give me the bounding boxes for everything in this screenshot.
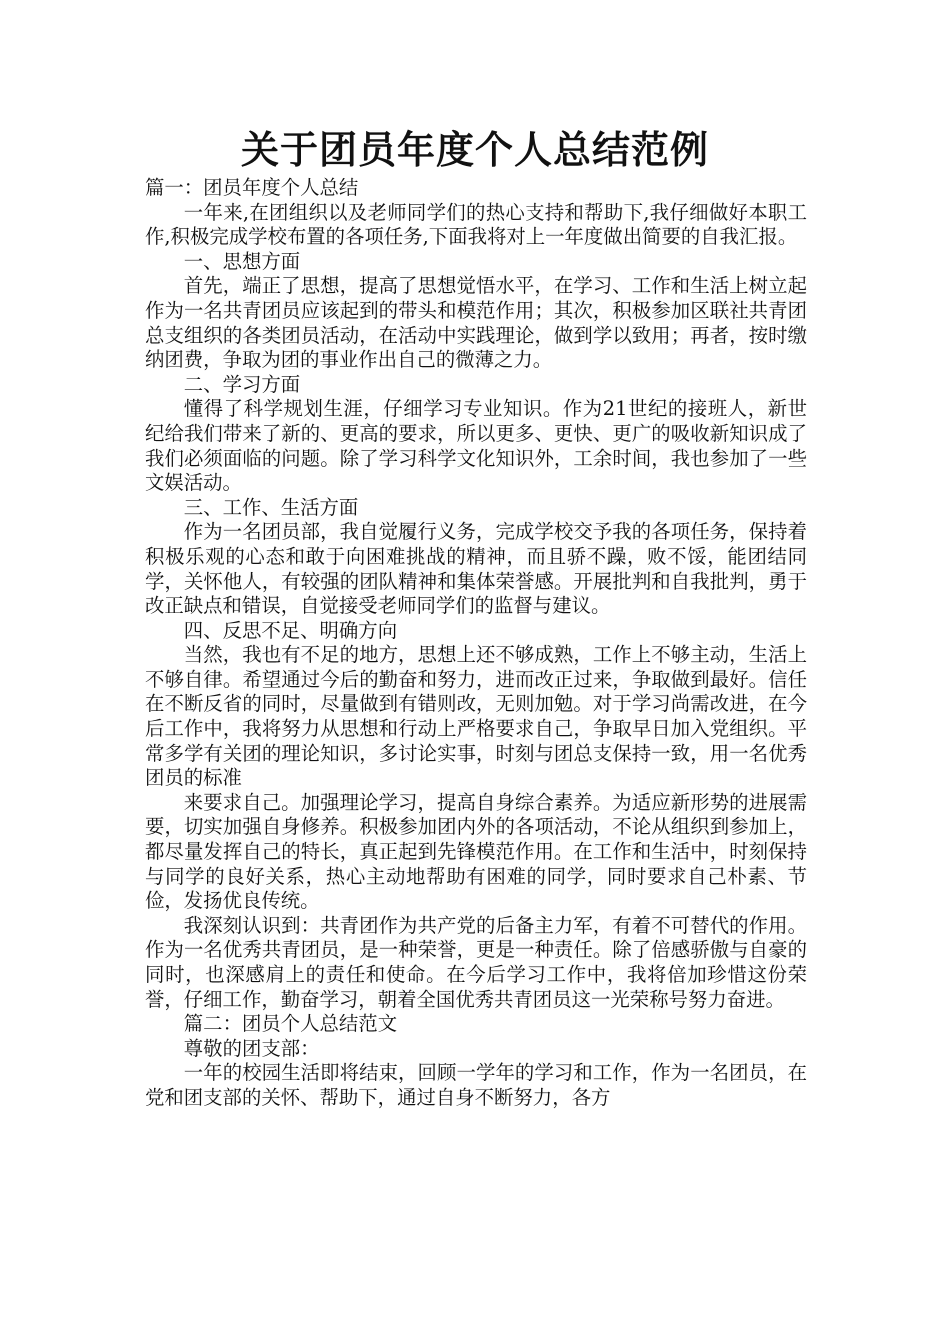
section-heading-work-life: 三、工作、生活方面 [183,495,359,519]
document-body [145,176,807,1111]
paragraph-work-life: 作为一名团员部，我自觉履行义务，完成学校交予我的各项任务，保持着积极乐观的心态和敢于向困难挑战的精神，而且骄不躁，败不馁，能团结同学，关怀他人，有较强的团队精神和集体荣誉感。开展批判和自我批判，勇于改正缺点和错误，自觉接受老师同学们的监督与建议。 [145,520,807,618]
paragraph-self-requirement: 来要求自己。加强理论学习，提高自身综合素养。为适应新形势的进展需要，切实加强自身修养。积极参加团内外的各项活动，不论从组织到参加上，都尽量发挥自己的特长，真正起到先锋模范作用。在工作和生活中，时刻保持与同学的良好关系，热心主动地帮助有困难的同学，同时要求自己朴素、节俭，发扬优良传统。 [145,790,807,913]
paragraph-study: 懂得了科学规划生涯，仔细学习专业知识。作为21世纪的接班人，新世纪给我们带来了新的、更高的要求，所以更多、更快、更广的吸收新知识成了我们必须面临的问题。除了学习科学文化知识外，工余时间，我也参加了一些文娱活动。 [145,397,807,495]
paragraph-part-two-intro: 一年的校园生活即将结束，回顾一学年的学习和工作，作为一名团员，在党和团支部的关怀、帮助下，通过自身不断努力，各方 [145,1061,807,1109]
section-heading-part-one: 篇一：团员年度个人总结 [145,176,359,199]
section-heading-part-two: 篇二：团员个人总结范文 [183,1012,398,1036]
paragraph-awareness: 我深刻认识到：共青团作为共产党的后备主力军，有着不可替代的作用。作为一名优秀共青团员，是一种荣誉，更是一种责任。除了倍感骄傲与自豪的同时，也深感肩上的责任和使命。在今后学习工作中，我将倍加珍惜这份荣誉，仔细工作，勤奋学习，朝着全国优秀共青团员这一光荣称号努力奋进。 [145,913,807,1011]
paragraph-intro: 一年来,在团组织以及老师同学们的热心支持和帮助下,我仔细做好本职工作,积极完成学校布置的各项任务,下面我将对上一年度做出简要的自我汇报。 [145,200,807,249]
paragraph-reflection: 当然，我也有不足的地方，思想上还不够成熟，工作上不够主动，生活上不够自律。希望通过今后的勤奋和努力，进而改正过来，争取做到最好。信任在不断反省的同时，尽量做到有错则改，无则加勉。对于学习尚需改进，在今后工作中，我将努力从思想和行动上严格要求自己，争取早日加入党组织。平常多学有关团的理论知识，多讨论实事，时刻与团总支保持一致，用一名优秀团员的标准 [145,643,807,790]
paragraph-thought: 首先，端正了思想，提高了思想觉悟水平，在学习、工作和生活上树立起作为一名共青团员应该起到的带头和模范作用；其次，积极参加区联社共青团总支组织的各类团员活动，在活动中实践理论，做到学以致用；再者，按时缴纳团费，争取为团的事业作出自己的微薄之力。 [145,274,807,372]
document-title: 关于团员年度个人总结范例 [240,128,709,172]
section-heading-thought: 一、思想方面 [183,249,301,273]
salutation: 尊敬的团支部： [183,1036,320,1060]
section-heading-reflection: 四、反思不足、明确方向 [183,618,398,642]
section-heading-study: 二、学习方面 [183,372,301,396]
